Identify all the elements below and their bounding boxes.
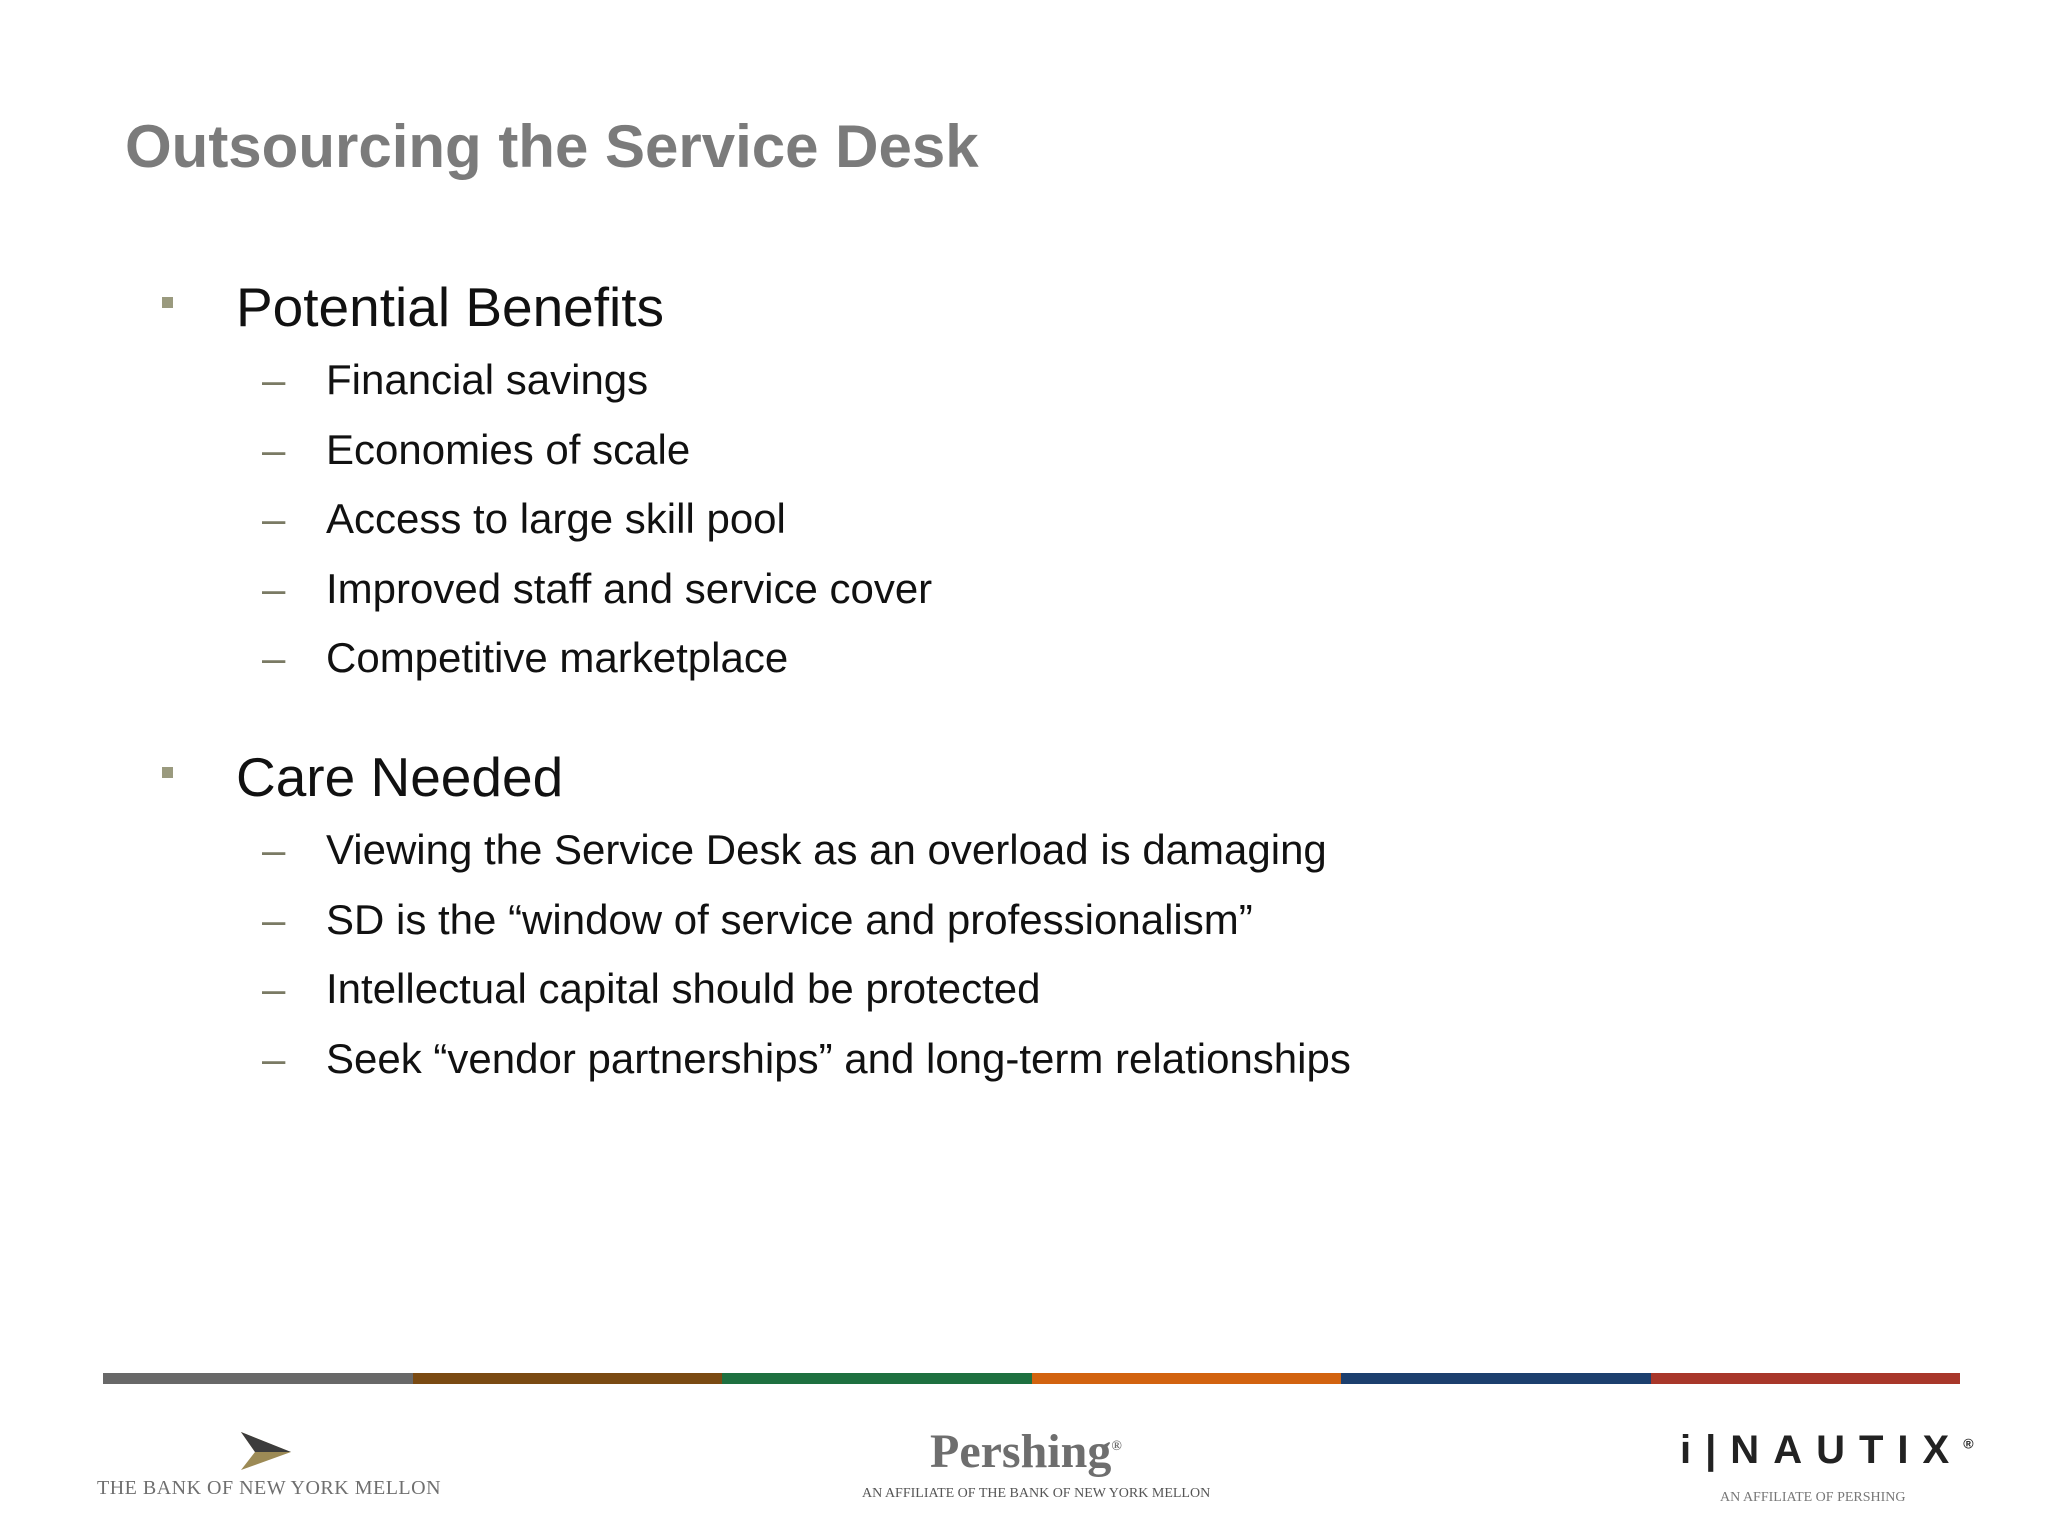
- list-item: [0, 494, 2048, 564]
- color-bar-segment: [1032, 1373, 1342, 1384]
- section-potential-benefits: [0, 275, 2048, 703]
- dash-icon: –: [262, 1034, 286, 1082]
- list-item: [0, 355, 2048, 425]
- dash-icon: –: [262, 634, 286, 681]
- pershing-name: [930, 1424, 1122, 1479]
- inautix-tagline: AN AFFILIATE OF PERSHING: [1720, 1490, 1906, 1505]
- bullet-heading: [0, 275, 2048, 355]
- list-item: [0, 895, 2048, 965]
- list-item: [0, 564, 2048, 634]
- list-item-label: Viewing the Service Desk as an overload is damaging: [326, 826, 1327, 873]
- color-bar-segment: [722, 1373, 1032, 1384]
- bny-mellon-name: THE BANK OF NEW YORK MELLON: [97, 1477, 442, 1499]
- color-bar-segment: [1341, 1373, 1651, 1384]
- list-item-label: Seek “vendor partnerships” and long-term relationships: [326, 1034, 1351, 1082]
- list-item-label: Financial savings: [326, 356, 649, 403]
- inautix-name-text: i|NAUTIX: [1680, 1428, 1964, 1472]
- bullet-square-icon: [162, 767, 173, 778]
- color-bar-segment: [103, 1373, 413, 1384]
- color-bar-segment: [413, 1373, 723, 1384]
- section-care-needed: [0, 745, 2048, 1103]
- bullet-heading-label: Potential Benefits: [236, 276, 665, 338]
- pershing-name-text: Pershing: [930, 1425, 1112, 1478]
- list-item-label: Intellectual capital should be protected: [326, 965, 1041, 1012]
- dash-icon: –: [262, 965, 286, 1012]
- list-item: [0, 964, 2048, 1034]
- footer-color-bar: [103, 1373, 1960, 1384]
- pershing-tagline: AN AFFILIATE OF THE BANK OF NEW YORK MELLON: [862, 1486, 1211, 1501]
- pershing-logo: [862, 1424, 1211, 1514]
- dash-icon: –: [262, 895, 286, 943]
- bullet-heading-label: Care Needed: [236, 746, 564, 808]
- list-item-label: SD is the “window of service and professionalism”: [326, 895, 1253, 943]
- list-item-label: Competitive marketplace: [326, 634, 789, 681]
- color-bar-segment: [1651, 1373, 1961, 1384]
- registered-mark: ®: [1963, 1435, 1988, 1452]
- dash-icon: –: [262, 495, 286, 542]
- dash-icon: –: [262, 826, 286, 873]
- bullet-heading: [0, 745, 2048, 825]
- registered-mark: ®: [1111, 1439, 1122, 1454]
- dash-icon: –: [262, 564, 286, 612]
- dash-icon: –: [262, 356, 286, 403]
- list-item-label: Economies of scale: [326, 425, 691, 473]
- list-item: [0, 825, 2048, 895]
- bullet-square-icon: [162, 297, 173, 308]
- list-item: [0, 633, 2048, 703]
- slide-title: Outsourcing the Service Desk: [125, 113, 979, 180]
- dash-icon: –: [262, 425, 286, 473]
- inautix-logo: [1680, 1428, 1988, 1518]
- list-item-label: Access to large skill pool: [326, 495, 786, 542]
- list-item: [0, 425, 2048, 495]
- list-item: [0, 1034, 2048, 1104]
- list-item-label: Improved staff and service cover: [326, 564, 933, 612]
- inautix-name: [1680, 1428, 1988, 1473]
- bny-arrow-icon: [237, 1430, 293, 1472]
- bny-mellon-logo: [97, 1430, 442, 1510]
